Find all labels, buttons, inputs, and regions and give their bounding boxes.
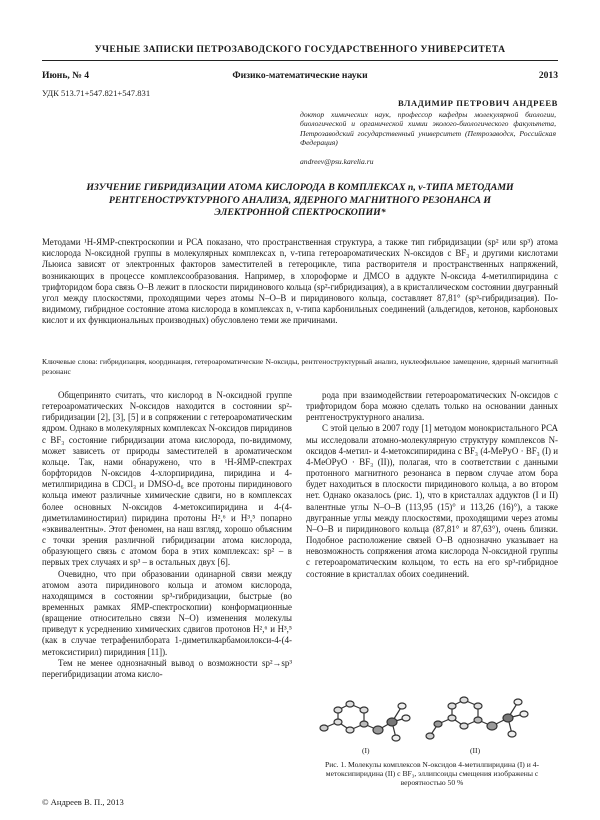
article-title: ИЗУЧЕНИЕ ГИБРИДИЗАЦИИ АТОМА КИСЛОРОДА В КОМПЛЕКСАХ n, v-ТИПА МЕТОДАМИ РЕНТГЕНОСТРУКТУРНОГО АНАЛИЗА, ЯДЕРНОГО МАГНИТНОГО РЕЗОНАНСА И ЭЛЕКТРОННОЙ СПЕКТРОСКОПИИ* (86, 182, 514, 219)
figure-label-ii: (II) (470, 746, 481, 755)
molecule-diagrams (306, 688, 558, 760)
body-column-left (42, 390, 292, 680)
journal-title: УЧЕНЫЕ ЗАПИСКИ ПЕТРОЗАВОДСКОГО ГОСУДАРСТВЕННОГО УНИВЕРСИТЕТА (94, 44, 506, 55)
molecule-i-diagram (320, 701, 410, 741)
author-name: ВЛАДИМИР ПЕТРОВИЧ АНДРЕЕВ (398, 98, 558, 108)
copyright: © Андреев В. П., 2013 (42, 797, 124, 807)
keywords: Ключевые слова: гибридизация, координация, гетероароматические N-оксиды, рентгеноструктурный анализ, нуклеофильное замещение, ядерный магнитный резонанс (42, 357, 558, 376)
paragraph: Общепринято считать, что кислород в N-оксидной группе гетероароматических N-оксидов находится в состоянии sp²-гибридизации [2], [3], [5] и в сопряжении с гетероароматическим ядром. Однако в молекулярных комплексах N-оксидов пиридинов с BF₃ состояние гибридизации атома кислорода, по-видимому, может зависеть от природы заместителей в ароматическом кольце. Так, нами обнаружено, что в ¹Н-ЯМР-спектрах борфторидов N-оксидов 4-хлорпиридина, пиридина и 4-метилпиридина в CDCl₃ и DMSO-d₆ все протоны пиридинового кольца имеют различные химические сдвиги, но в комплексах более основных N-оксидов 4-метоксипиридина и 4-(4-диметиламиностирил) пиридина протоны H²,⁶ и H³,⁵ попарно «эквивалентны». Этот феномен, на наш взгляд, хорошо объясним с точки зрения различной гибридизации атома кислорода, образующего связь с атомом бора в этих комплексах: sp² – в первых трех случаях и sp³ – в остальных двух [6]. (42, 390, 292, 568)
publication-year: 2013 (538, 70, 558, 81)
author-affiliation: доктор химических наук, профессор кафедры молекулярной биологии, биологической и органической химии эколого-биологического факультета, Петрозаводский государственный университет (Петрозаводск, Российская Федерация) (300, 110, 556, 148)
abstract: Методами ¹Н-ЯМР-спектроскопии и РСА показано, что пространственная структура, а также тип гибридизации (sp² или sp³) атома кислорода N-оксидной группы в молекулярных комплексах n, v-типа гетероароматических N-оксидов с BF₃ и другими кислотами Льюиса зависят от электронных факторов заместителей в гетероцикле, типа растворителя и пространственных напряжений, возникающих в процессе комплексообразования. Например, в хлороформе и ДМСО в аддукте N-оксида 4-метилпиридина с трифторидом бора связь O–B лежит в плоскости пиридинового кольца (sp²-гибридизация), а в кристаллическом состоянии двугранный угол между плоскостями, проходящими через атомы N–O–B и пиридинового кольца, составляет 87,81° (sp³-гибридизация). По-видимому, гибридное состояние атома кислорода в комплексах n, v-типа карбонильных соединений (альдегидов, кетонов, карбоновых кислот и их функциональных производных) обусловлено теми же причинами. (42, 237, 558, 326)
figure-caption: Рис. 1. Молекулы комплексов N-оксидов 4-метилпиридина (I) и 4-метоксипиридина (II) с BF₃, эллипсоиды смещения изображены с вероятностью 50 % (324, 760, 540, 788)
paragraph: С этой целью в 2007 году [1] методом монокристального РСА мы исследовали атомно-молекулярную структуру комплексов N-оксидов 4-метил- и 4-метоксипиридина с BF₃ (4-MePyO · BF₃ (I) и 4-MeOPyO · BF₃ (II)), полагая, что в соответствии с данными протонного магнитного резонанса в первом случае атом бора будет находиться в плоскости пиридинового кольца, а во втором нет. Однако оказалось (рис. 1), что в кристаллах аддуктов (I и II) валентные углы N–O–B (113,95 (15)° и 113,26 (16)°), а также двугранные углы между плоскостями, проходящими через атомы N–O–B и пиридинового кольца (87,81° и 87,63°), очень близки. Подобное расположение связей O–B однозначно указывает на невозможность сопряжения атома кислорода N-оксидной группы с гетероароматическим кольцом, то есть на его sp³-гибридное состояние в кристаллах обоих соединений. (306, 423, 558, 579)
udk-code: УДК 513.71+547.821+547.831 (42, 88, 151, 98)
body-column-right (306, 390, 558, 580)
molecule-ii-diagram (426, 697, 528, 739)
molecular-structure-figure (306, 688, 558, 760)
header-rule (42, 60, 558, 61)
paragraph: Очевидно, что при образовании одинарной связи между атомом азота пиридинового кольца и атомом кислорода, находящимся в состоянии sp³-гибридизации, быстрые (во временных рамках ЯМР-спектроскопии) конформационные (вращение относительно связи N–O) изменения молекулы приведут к усреднению химических сдвигов протонов H²,⁶ и H³,⁵ (как в случае тетрафенилбората 1-диметилкарбамоилокси-4-(4-метоксистирил) пиридиния [11]). (42, 568, 292, 657)
author-email[interactable]: andreev@psu.karelia.ru (300, 157, 374, 166)
paragraph: рода при взаимодействии гетероароматических N-оксидов с трифторидом бора можно сделать только на основании данных рентгеноструктурного анализа. (306, 390, 558, 423)
figure-label-i: (I) (362, 746, 370, 755)
section-name: Физико-математические науки (232, 70, 368, 81)
issue-number: Июнь, № 4 (42, 70, 90, 81)
paragraph: Тем не менее однозначный вывод о возможности sp²→sp³ перегибридизации атома кисло- (42, 657, 292, 679)
